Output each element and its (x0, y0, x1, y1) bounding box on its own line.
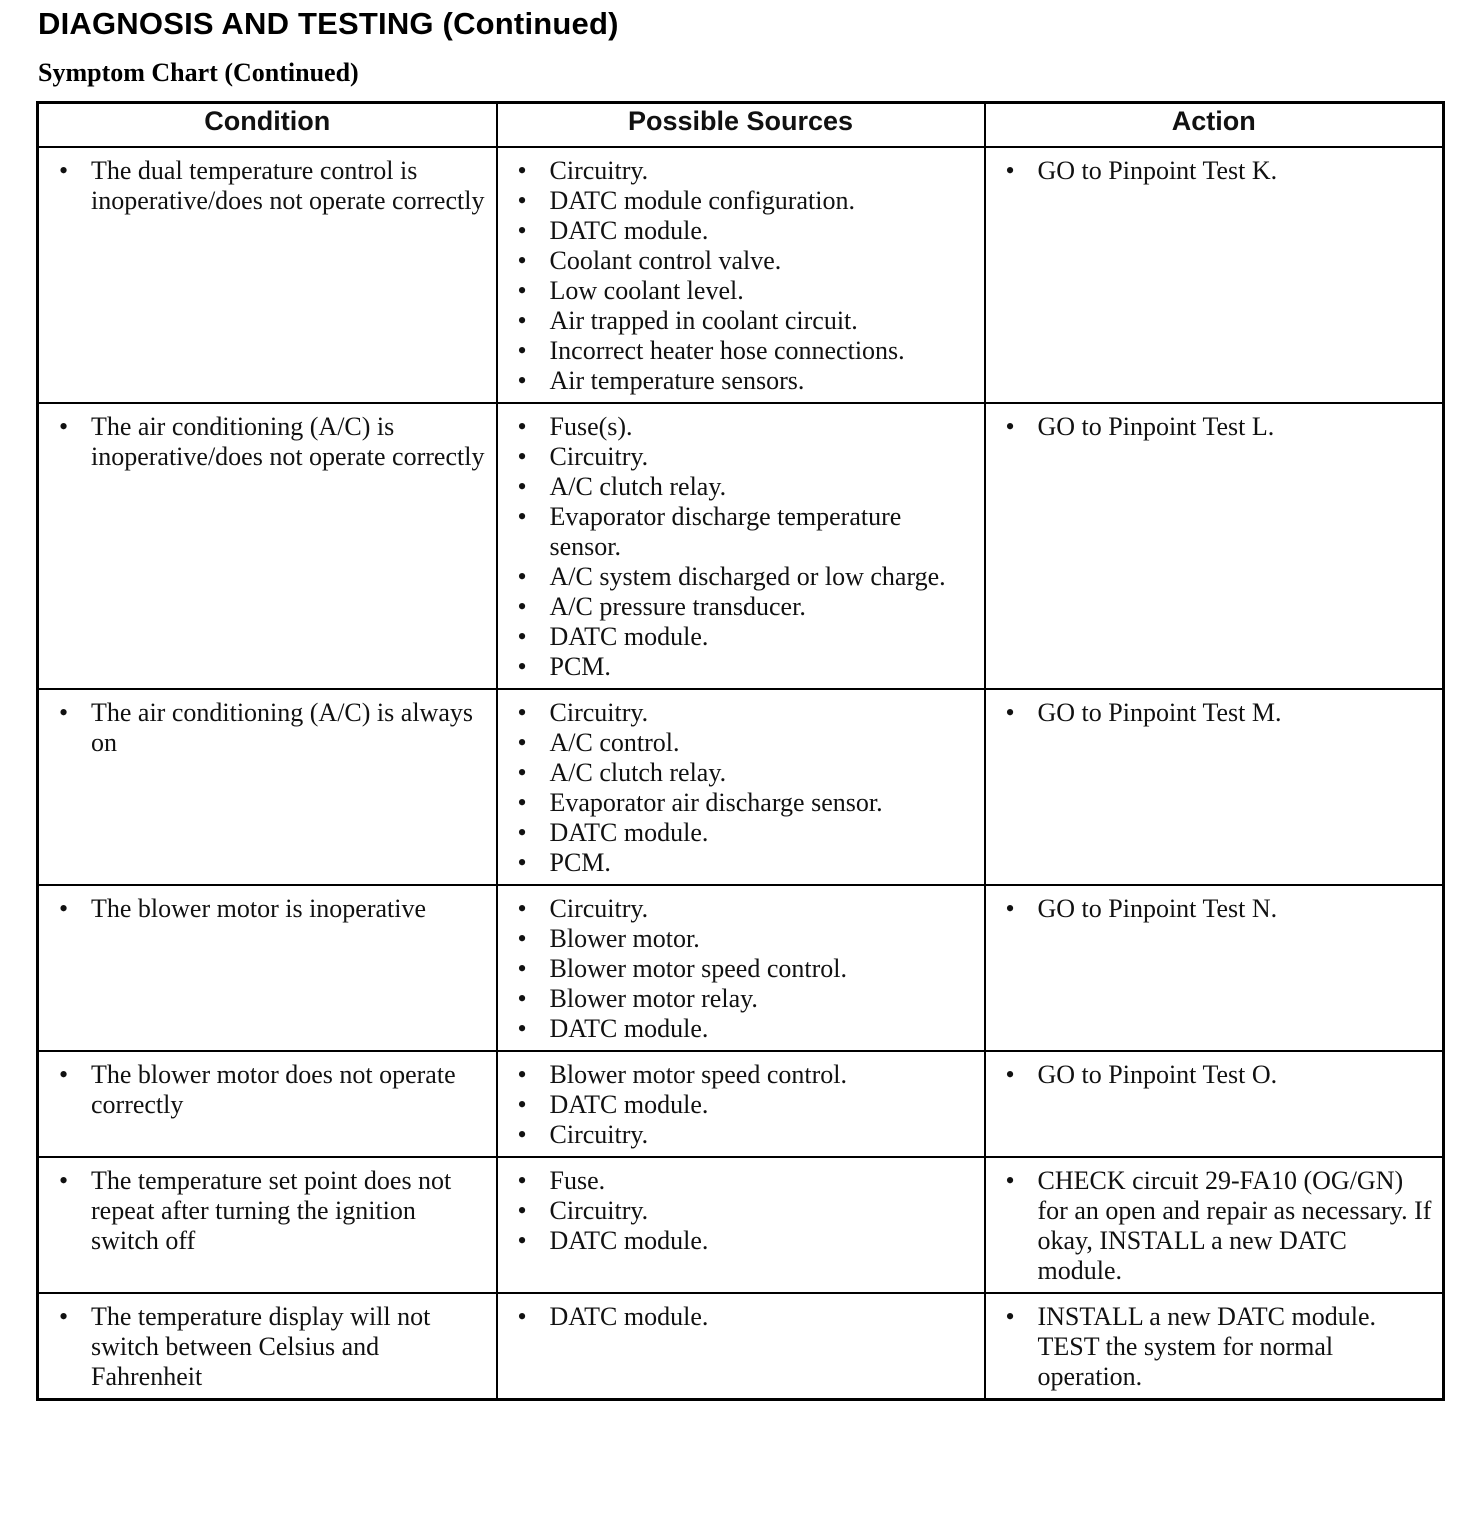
table-row (38, 1293, 1444, 1400)
condition-item-text: The air conditioning (A/C) is always on (91, 698, 473, 757)
source-item-text: Coolant control valve. (549, 246, 782, 275)
source-item-text: DATC module configuration. (549, 186, 855, 215)
condition-item (49, 1166, 486, 1256)
bullet-icon: • (517, 1090, 527, 1119)
source-item (508, 848, 974, 878)
condition-item-text: The blower motor is inoperative (91, 894, 427, 923)
table-body (38, 147, 1444, 1400)
source-item-text: PCM. (549, 652, 611, 681)
source-item-text: A/C system discharged or low charge. (549, 562, 946, 591)
bullet-icon: • (517, 758, 527, 787)
source-item-text: PCM. (549, 848, 611, 877)
bullet-icon: • (517, 336, 527, 365)
bullet-icon: • (517, 1226, 527, 1255)
condition-cell (38, 1293, 497, 1400)
action-item-text: INSTALL a new DATC module. TEST the system for normal operation. (1037, 1302, 1377, 1391)
condition-column-header: Condition (38, 103, 497, 148)
source-item (508, 306, 974, 336)
action-item-text: GO to Pinpoint Test M. (1037, 698, 1282, 727)
source-item-text: DATC module. (549, 1226, 709, 1255)
bullet-icon: • (517, 652, 527, 681)
table-row (38, 885, 1444, 1051)
source-item-text: Fuse(s). (549, 412, 633, 441)
source-item-text: Air trapped in coolant circuit. (549, 306, 858, 335)
bullet-icon: • (59, 1060, 69, 1089)
source-item-text: Low coolant level. (549, 276, 744, 305)
source-item (508, 1166, 974, 1196)
source-item-text: DATC module. (549, 1090, 709, 1119)
action-item (996, 1166, 1433, 1286)
action-cell (985, 147, 1444, 403)
source-item (508, 472, 974, 502)
bullet-icon: • (1005, 1060, 1015, 1089)
source-item (508, 366, 974, 396)
source-item-text: Circuitry. (549, 894, 649, 923)
condition-item-text: The temperature set point does not repeat after turning the ignition switch off (91, 1166, 452, 1255)
possible-sources-cell (497, 147, 985, 403)
condition-item (49, 698, 486, 758)
condition-item (49, 156, 486, 216)
bullet-icon: • (517, 1196, 527, 1225)
bullet-icon: • (1005, 698, 1015, 727)
possible-sources-cell (497, 885, 985, 1051)
bullet-icon: • (517, 156, 527, 185)
source-item (508, 502, 974, 562)
source-item (508, 246, 974, 276)
source-item (508, 652, 974, 682)
bullet-icon: • (1005, 156, 1015, 185)
bullet-icon: • (517, 1014, 527, 1043)
source-item (508, 818, 974, 848)
bullet-icon: • (517, 1302, 527, 1331)
bullet-icon: • (59, 156, 69, 185)
action-item (996, 156, 1433, 186)
action-column-header: Action (985, 103, 1444, 148)
action-item-text: GO to Pinpoint Test N. (1037, 894, 1278, 923)
bullet-icon: • (517, 186, 527, 215)
bullet-icon: • (517, 894, 527, 923)
source-item (508, 954, 974, 984)
source-item (508, 156, 974, 186)
condition-cell (38, 1157, 497, 1293)
bullet-icon: • (517, 592, 527, 621)
source-item-text: A/C pressure transducer. (549, 592, 806, 621)
page-heading: DIAGNOSIS AND TESTING (Continued) (38, 6, 619, 41)
condition-cell (38, 403, 497, 689)
bullet-icon: • (1005, 1302, 1015, 1331)
source-item (508, 336, 974, 366)
action-item (996, 1060, 1433, 1090)
table-header-row (38, 103, 1444, 148)
table-row (38, 147, 1444, 403)
source-item (508, 728, 974, 758)
table-row (38, 1157, 1444, 1293)
source-item (508, 186, 974, 216)
source-item (508, 1090, 974, 1120)
source-item (508, 698, 974, 728)
table-row (38, 1051, 1444, 1157)
condition-item (49, 1060, 486, 1120)
condition-item-text: The blower motor does not operate correctly (91, 1060, 456, 1119)
bullet-icon: • (59, 894, 69, 923)
source-item-text: Circuitry. (549, 1196, 649, 1225)
possible-sources-cell (497, 403, 985, 689)
source-item (508, 984, 974, 1014)
bullet-icon: • (517, 818, 527, 847)
source-item-text: DATC module. (549, 1014, 709, 1043)
source-item-text: Fuse. (549, 1166, 606, 1195)
source-item (508, 592, 974, 622)
source-item-text: Evaporator discharge temperature sensor. (549, 502, 902, 561)
bullet-icon: • (517, 246, 527, 275)
source-item-text: DATC module. (549, 818, 709, 847)
source-item-text: Circuitry. (549, 698, 649, 727)
bullet-icon: • (517, 1166, 527, 1195)
action-item-text: GO to Pinpoint Test L. (1037, 412, 1275, 441)
possible-sources-cell (497, 1293, 985, 1400)
action-item (996, 1302, 1433, 1392)
action-item-text: GO to Pinpoint Test K. (1037, 156, 1278, 185)
action-item (996, 894, 1433, 924)
bullet-icon: • (1005, 894, 1015, 923)
table-row (38, 689, 1444, 885)
source-item (508, 216, 974, 246)
action-item (996, 698, 1433, 728)
bullet-icon: • (517, 848, 527, 877)
bullet-icon: • (517, 954, 527, 983)
bullet-icon: • (517, 984, 527, 1013)
bullet-icon: • (517, 442, 527, 471)
action-cell (985, 1293, 1444, 1400)
source-item (508, 894, 974, 924)
source-item-text: Blower motor speed control. (549, 1060, 847, 1089)
source-item (508, 1302, 974, 1332)
possible-sources-cell (497, 1157, 985, 1293)
source-item (508, 442, 974, 472)
bullet-icon: • (517, 1060, 527, 1089)
bullet-icon: • (517, 562, 527, 591)
source-item-text: Circuitry. (549, 1120, 649, 1149)
condition-cell (38, 689, 497, 885)
source-item-text: Incorrect heater hose connections. (549, 336, 905, 365)
bullet-icon: • (517, 276, 527, 305)
bullet-icon: • (517, 366, 527, 395)
source-item (508, 1226, 974, 1256)
source-item (508, 1196, 974, 1226)
bullet-icon: • (1005, 1166, 1015, 1195)
action-cell (985, 403, 1444, 689)
source-item (508, 622, 974, 652)
bullet-icon: • (517, 788, 527, 817)
source-item (508, 412, 974, 442)
condition-cell (38, 885, 497, 1051)
source-item (508, 1060, 974, 1090)
source-item-text: Blower motor speed control. (549, 954, 847, 983)
condition-item (49, 894, 486, 924)
condition-cell (38, 1051, 497, 1157)
source-item (508, 758, 974, 788)
action-item-text: CHECK circuit 29-FA10 (OG/GN) for an open and repair as necessary. If okay, INSTALL a new DATC module. (1037, 1166, 1432, 1285)
bullet-icon: • (517, 216, 527, 245)
source-item (508, 562, 974, 592)
bullet-icon: • (1005, 412, 1015, 441)
action-cell (985, 885, 1444, 1051)
source-item-text: A/C clutch relay. (549, 472, 727, 501)
bullet-icon: • (517, 412, 527, 441)
action-item-text: GO to Pinpoint Test O. (1037, 1060, 1278, 1089)
source-item-text: DATC module. (549, 216, 709, 245)
chart-subtitle: Symptom Chart (Continued) (38, 58, 359, 87)
source-item-text: Circuitry. (549, 156, 649, 185)
possible-sources-cell (497, 1051, 985, 1157)
source-item (508, 1014, 974, 1044)
action-cell (985, 1051, 1444, 1157)
action-cell (985, 689, 1444, 885)
possible-sources-column-header: Possible Sources (497, 103, 985, 148)
condition-item (49, 1302, 486, 1392)
source-item (508, 1120, 974, 1150)
condition-cell (38, 147, 497, 403)
action-cell (985, 1157, 1444, 1293)
source-item (508, 788, 974, 818)
source-item-text: Circuitry. (549, 442, 649, 471)
bullet-icon: • (59, 412, 69, 441)
bullet-icon: • (59, 698, 69, 727)
condition-item-text: The temperature display will not switch between Celsius and Fahrenheit (91, 1302, 431, 1391)
table-row (38, 403, 1444, 689)
bullet-icon: • (517, 472, 527, 501)
bullet-icon: • (517, 698, 527, 727)
bullet-icon: • (517, 502, 527, 531)
source-item-text: Blower motor. (549, 924, 700, 953)
source-item-text: DATC module. (549, 1302, 709, 1331)
bullet-icon: • (517, 924, 527, 953)
source-item-text: Air temperature sensors. (549, 366, 805, 395)
possible-sources-cell (497, 689, 985, 885)
bullet-icon: • (59, 1302, 69, 1331)
source-item-text: A/C clutch relay. (549, 758, 727, 787)
condition-item-text: The air conditioning (A/C) is inoperative/does not operate correctly (91, 412, 485, 471)
source-item (508, 924, 974, 954)
source-item-text: DATC module. (549, 622, 709, 651)
bullet-icon: • (59, 1166, 69, 1195)
action-item (996, 412, 1433, 442)
source-item-text: A/C control. (549, 728, 680, 757)
symptom-chart-table (36, 101, 1445, 1401)
source-item-text: Evaporator air discharge sensor. (549, 788, 883, 817)
source-item-text: Blower motor relay. (549, 984, 758, 1013)
bullet-icon: • (517, 306, 527, 335)
bullet-icon: • (517, 622, 527, 651)
condition-item (49, 412, 486, 472)
condition-item-text: The dual temperature control is inoperative/does not operate correctly (91, 156, 485, 215)
source-item (508, 276, 974, 306)
bullet-icon: • (517, 1120, 527, 1149)
bullet-icon: • (517, 728, 527, 757)
